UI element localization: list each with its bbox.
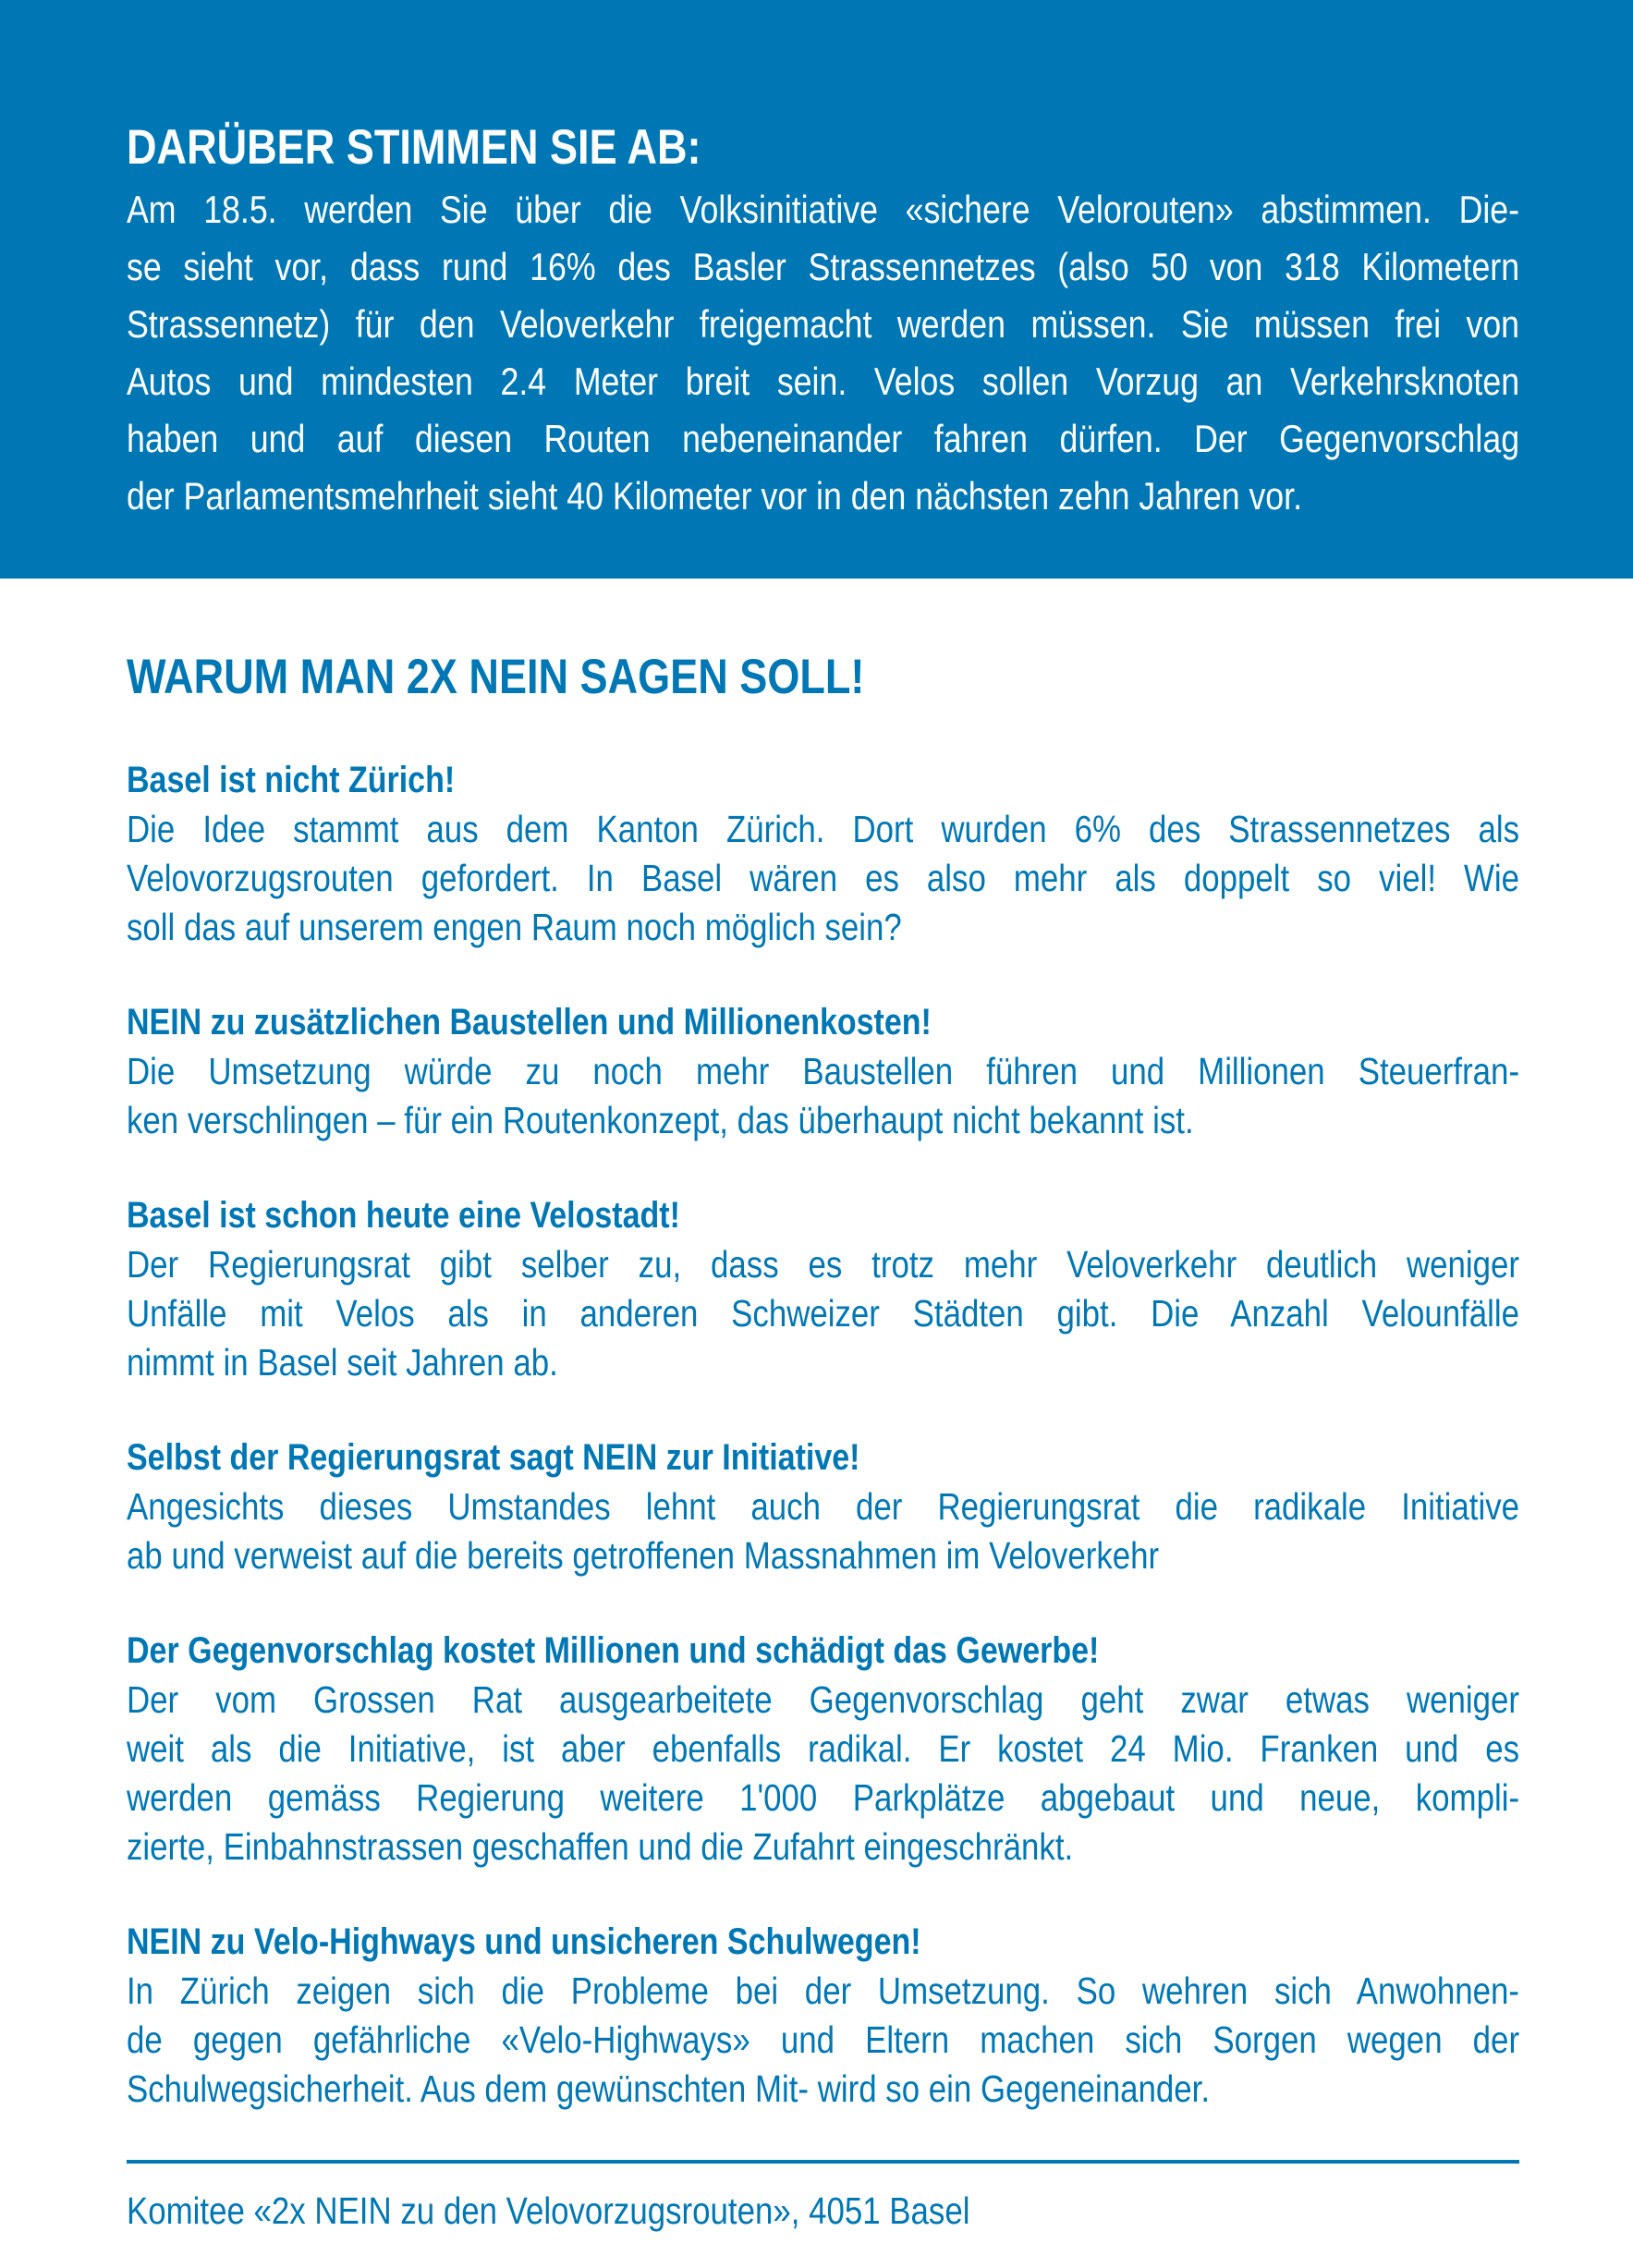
- hero-line: Strassennetz) für den Veloverkehr freigemacht werden müssen. Sie müssen frei von: [127, 302, 1520, 346]
- footer-divider: [127, 2160, 1519, 2164]
- hero-line: se sieht vor, dass rund 16% des Basler Strassennetzes (also 50 von 318 Kilometern: [127, 245, 1520, 288]
- hero-line: Am 18.5. werden Sie über die Volksinitiative «sichere Velorouten» abstimmen. Die-: [127, 188, 1520, 231]
- section-line: nimmt in Basel seit Jahren ab.: [127, 1341, 558, 1384]
- section-line: In Zürich zeigen sich die Probleme bei der Umsetzung. So wehren sich Anwohnen-: [127, 1969, 1520, 2012]
- section-basel-ist-nicht-zuerich: [127, 756, 1519, 952]
- hero-title: DARÜBER STIMMEN SIE AB:: [127, 120, 701, 175]
- hero-line: haben und auf diesen Routen nebeneinander fahren dürfen. Der Gegenvorschlag: [127, 417, 1520, 460]
- footer: [127, 2187, 1519, 2236]
- hero-banner: [0, 0, 1633, 579]
- section-gegenvorschlag-kosten: [127, 1627, 1519, 1872]
- main-title: WARUM MAN 2X NEIN SAGEN SOLL!: [127, 650, 865, 704]
- section-heading: NEIN zu Velo-Highways und unsicheren Schulwegen!: [127, 1921, 921, 1962]
- section-line: soll das auf unserem engen Raum noch möglich sein?: [127, 906, 902, 948]
- main-title-wrap: [127, 648, 1519, 707]
- section-nein-baustellen: [127, 998, 1519, 1145]
- section-line: de gegen gefährliche «Velo-Highways» und Eltern machen sich Sorgen wegen der: [127, 2018, 1520, 2061]
- section-line: Velovorzugsrouten gefordert. In Basel wären es also mehr als doppelt so viel! Wie: [127, 857, 1520, 899]
- section-heading: Basel ist schon heute eine Velostadt!: [127, 1195, 680, 1236]
- section-velostadt: [127, 1191, 1519, 1387]
- hero-line: der Parlamentsmehrheit sieht 40 Kilometer vor in den nächsten zehn Jahren vor.: [127, 474, 1303, 518]
- section-heading: Selbst der Regierungsrat sagt NEIN zur Initiative!: [127, 1437, 860, 1478]
- section-line: werden gemäss Regierung weitere 1'000 Parkplätze abgebaut und neue, kompli-: [127, 1776, 1520, 1819]
- section-line: zierte, Einbahnstrassen geschaffen und die Zufahrt eingeschränkt.: [127, 1825, 1074, 1868]
- section-line: Die Umsetzung würde zu noch mehr Baustellen führen und Millionen Steuerfran-: [127, 1050, 1520, 1092]
- section-line: Der Regierungsrat gibt selber zu, dass es trotz mehr Veloverkehr deutlich weniger: [127, 1243, 1520, 1286]
- section-line: Unfälle mit Velos als in anderen Schweizer Städten gibt. Die Anzahl Velounfälle: [127, 1292, 1520, 1335]
- committee-imprint: Komitee «2x NEIN zu den Velovorzugsrouten», 4051 Basel: [127, 2189, 970, 2232]
- section-line: Schulwegsicherheit. Aus dem gewünschten Mit- wird so ein Gegeneinander.: [127, 2067, 1211, 2110]
- section-heading: Basel ist nicht Zürich!: [127, 760, 456, 800]
- section-velo-highways: [127, 1918, 1519, 2114]
- section-heading: NEIN zu zusätzlichen Baustellen und Millionenkosten!: [127, 1002, 932, 1043]
- section-line: Der vom Grossen Rat ausgearbeitete Gegenvorschlag geht zwar etwas weniger: [127, 1678, 1520, 1721]
- section-line: Die Idee stammt aus dem Kanton Zürich. Dort wurden 6% des Strassennetzes als: [127, 808, 1520, 850]
- hero-line: Autos und mindesten 2.4 Meter breit sein. Velos sollen Vorzug an Verkehrsknoten: [127, 360, 1520, 403]
- section-line: Angesichts dieses Umstandes lehnt auch der Regierungsrat die radikale Initiative: [127, 1485, 1520, 1528]
- section-regierungsrat-nein: [127, 1433, 1519, 1580]
- hero-paragraph: [127, 181, 1519, 525]
- hero-content: [127, 118, 1519, 525]
- section-heading: Der Gegenvorschlag kostet Millionen und schädigt das Gewerbe!: [127, 1630, 1100, 1671]
- section-line: weit als die Initiative, ist aber ebenfalls radikal. Er kostet 24 Mio. Franken und es: [127, 1727, 1520, 1770]
- arguments-body: [0, 579, 1633, 2236]
- section-line: ab und verweist auf die bereits getroffenen Massnahmen im Veloverkehr: [127, 1534, 1160, 1577]
- section-line: ken verschlingen – für ein Routenkonzept, das überhaupt nicht bekannt ist.: [127, 1099, 1194, 1141]
